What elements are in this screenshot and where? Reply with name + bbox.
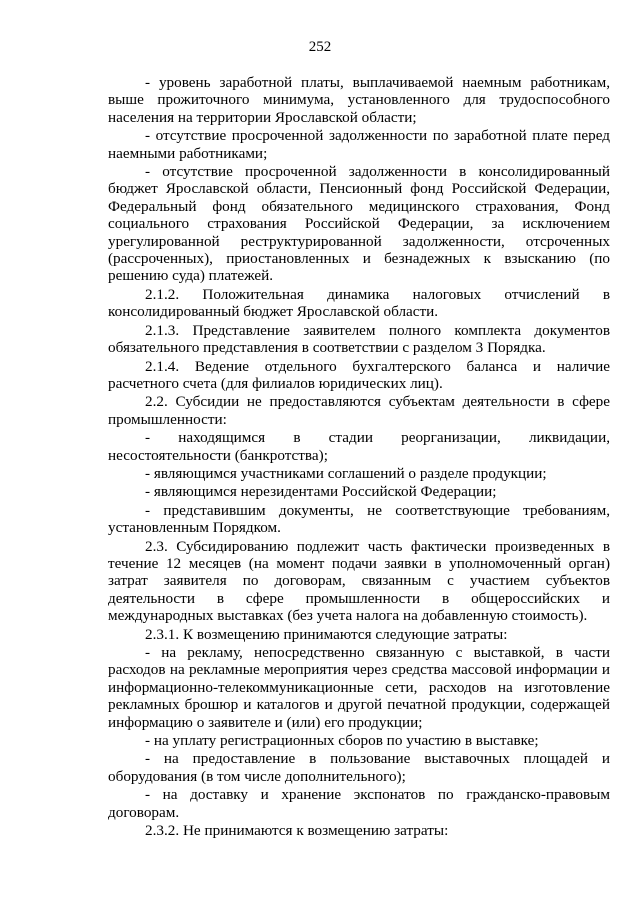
paragraph-no-budget-debt: - отсутствие просроченной задолженности в консолидированный бюджет Ярославской области, Пенсионный фонд Российской Федерации, Федеральный фонд обязательного медицинского страхования, Фонд социального страхования Российской Федерации, за исключением урегулированной реструктурированной задолженности, отсроченных (рассроченных), приостановленных и безнадежных к взысканию (по решению суда) платежей. — [108, 163, 610, 285]
paragraph-no-wage-debt: - отсутствие просроченной задолженности по заработной плате перед наемными работниками; — [108, 127, 610, 162]
paragraph-2-3-1: 2.3.1. К возмещению принимаются следующие затраты: — [145, 625, 508, 643]
paragraph-noncompliant-documents: - представившим документы, не соответствующие требованиям, установленным Порядком. — [108, 501, 610, 537]
paragraph-registration-fees: - на уплату регистрационных сборов по участию в выставке; — [145, 732, 539, 750]
paragraph-production-sharing: - являющимся участниками соглашений о разделе продукции; — [145, 464, 547, 482]
paragraph-wage-level: - уровень заработной платы, выплачиваемой наемным работникам, выше прожиточного минимума, установленного для трудоспособного населения на территории Ярославской области; — [108, 74, 610, 126]
paragraph-delivery-storage: - на доставку и хранение экспонатов по гражданско-правовым договорам. — [108, 786, 610, 821]
paragraph-2-2: 2.2. Субсидии не предоставляются субъектам деятельности в сфере промышленности: — [108, 393, 610, 428]
paragraph-2-3-2: 2.3.2. Не принимаются к возмещению затраты: — [145, 822, 449, 840]
paragraph-advertising: - на рекламу, непосредственно связанную с выставкой, в части расходов на рекламные мероприятия через средства массовой информации и информационно-телекоммуникационные сети, расходов на изготовление рекламных брошюр и каталогов и другой печатной продукции, содержащей информацию о заявителе и (или) его продукции; — [108, 644, 610, 731]
paragraph-2-3: 2.3. Субсидированию подлежит часть фактически произведенных в течение 12 месяцев (на момент подачи заявки в уполномоченный орган) затрат заявителя по договорам, связанным с участием субъектов деятельности в сфере промышленности в общероссийских и международных выставках (без учета налога на добавленную стоимость). — [108, 537, 610, 625]
document-body — [108, 74, 610, 840]
paragraph-reorganization: - находящимся в стадии реорганизации, ликвидации, несостоятельности (банкротства); — [108, 429, 610, 464]
paragraph-exhibition-space: - на предоставление в пользование выставочных площадей и оборудования (в том числе дополнительного); — [108, 750, 610, 785]
paragraph-2-1-2: 2.1.2. Положительная динамика налоговых отчислений в консолидированный бюджет Ярославской области. — [108, 285, 610, 321]
page-number: 252 — [308, 39, 332, 55]
paragraph-nonresidents: - являющимся нерезидентами Российской Федерации; — [145, 483, 497, 501]
paragraph-2-1-4: 2.1.4. Ведение отдельного бухгалтерского баланса и наличие расчетного счета (для филиалов юридических лиц). — [108, 357, 610, 392]
paragraph-2-1-3: 2.1.3. Представление заявителем полного комплекта документов обязательного представления в соответствии с разделом 3 Порядка. — [108, 321, 610, 357]
